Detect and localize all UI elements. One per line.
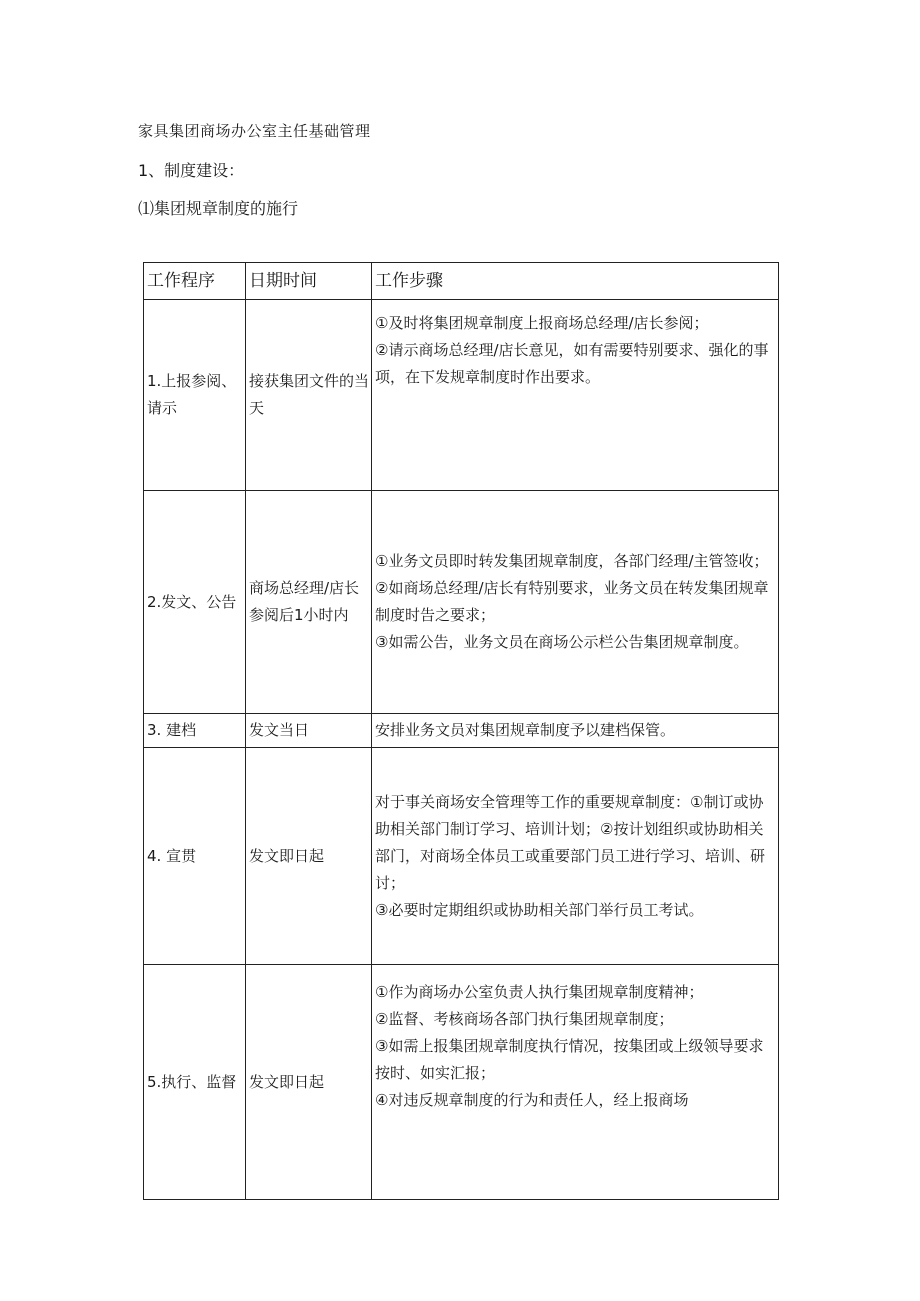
step-text: ①及时将集团规章制度上报商场总经理/店长参阅； (375, 314, 709, 332)
procedure-cell: 2.发文、公告 (144, 491, 246, 714)
steps-cell (372, 300, 779, 491)
steps-cell (372, 714, 779, 748)
step-text: ①作为商场办公室负责人执行集团规章制度精神； (375, 983, 704, 1001)
step-text: 对于事关商场安全管理等工作的重要规章制度：①制订或协助相关部门制订学习、培训计划；②按计划组织或协助相关部门，对商场全体员工或重要部门员工进行学习、培训、研讨； (375, 792, 766, 892)
date-cell: 商场总经理/店长参阅后1小时内 (246, 491, 372, 714)
procedure-table (143, 262, 779, 1200)
procedure-cell: 4. 宣贯 (144, 748, 246, 965)
date-cell: 发文即日起 (246, 748, 372, 965)
sub-heading: ⑴集团规章制度的施行 (138, 199, 299, 218)
step-text: ②请示商场总经理/店长意见，如有需要特别要求、强化的事项，在下发规章制度时作出要求。 (375, 341, 769, 386)
date-cell: 发文即日起 (246, 965, 372, 1200)
header-steps: 工作步骤 (372, 263, 779, 300)
table-row (144, 491, 779, 714)
table-header-row (144, 263, 779, 300)
section-heading: 1、制度建设： (138, 161, 245, 180)
procedure-cell: 3. 建档 (144, 714, 246, 748)
date-cell: 发文当日 (246, 714, 372, 748)
step-text: ③如需上报集团规章制度执行情况，按集团或上级领导要求按时、如实汇报； (375, 1037, 764, 1082)
step-text: ③如需公告，业务文员在商场公示栏公告集团规章制度。 (375, 633, 749, 651)
step-text: 安排业务文员对集团规章制度予以建档保管。 (375, 721, 676, 739)
steps-cell (372, 965, 779, 1200)
header-date: 日期时间 (246, 263, 372, 300)
step-text: ③必要时定期组织或协助相关部门举行员工考试。 (375, 900, 704, 919)
step-text: ①业务文员即时转发集团规章制度，各部门经理/主管签收； (375, 552, 769, 570)
table-row (144, 300, 779, 491)
procedure-cell: 5.执行、监督 (144, 965, 246, 1200)
steps-cell (372, 748, 779, 965)
step-text: ②如商场总经理/店长有特别要求，业务文员在转发集团规章制度时告之要求； (375, 579, 769, 624)
table-row (144, 748, 779, 965)
step-text: ④对违反规章制度的行为和责任人，经上报商场 (375, 1091, 689, 1109)
procedure-cell: 1.上报参阅、请示 (144, 300, 246, 491)
table-row (144, 965, 779, 1200)
table-row (144, 714, 779, 748)
date-cell: 接获集团文件的当天 (246, 300, 372, 491)
header-procedure: 工作程序 (144, 263, 246, 300)
step-text: ②监督、考核商场各部门执行集团规章制度； (375, 1010, 674, 1028)
document-title: 家具集团商场办公室主任基础管理 (138, 122, 371, 140)
steps-cell (372, 491, 779, 714)
